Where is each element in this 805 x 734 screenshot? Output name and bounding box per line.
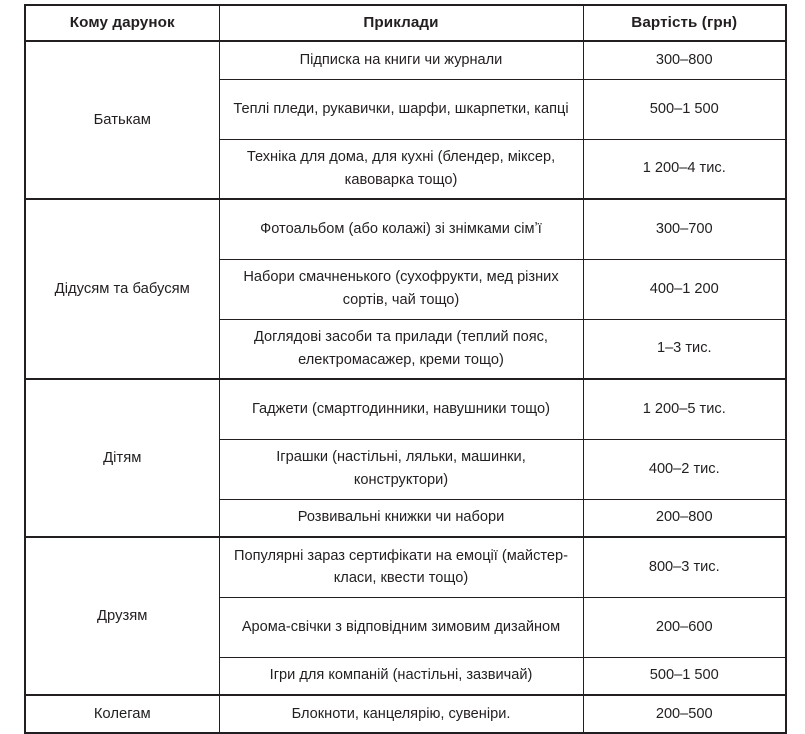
table-body	[25, 41, 786, 733]
recipient-cell: Друзям	[25, 537, 219, 695]
example-cell: Теплі пледи, рукавички, шарфи, шкарпетки, капці	[219, 79, 583, 139]
cost-cell: 1 200–4 тис.	[583, 139, 786, 199]
example-cell: Іграшки (настільні, ляльки, машинки, конструктори)	[219, 439, 583, 499]
cost-cell: 500–1 500	[583, 79, 786, 139]
header-row	[25, 5, 786, 41]
column-header-who: Кому дарунок	[25, 5, 219, 41]
cost-cell: 200–800	[583, 499, 786, 537]
recipient-cell: Колегам	[25, 695, 219, 733]
recipient-cell: Батькам	[25, 41, 219, 199]
example-cell: Блокноти, канцелярію, сувеніри.	[219, 695, 583, 733]
table-header	[25, 5, 786, 41]
table-row	[25, 695, 786, 733]
table-row	[25, 537, 786, 597]
example-cell: Підписка на книги чи журнали	[219, 41, 583, 79]
example-cell: Набори смачненького (сухофрукти, мед різних сортів, чай тощо)	[219, 259, 583, 319]
column-header-examples: Приклади	[219, 5, 583, 41]
example-cell: Ігри для компаній (настільні, зазвичай)	[219, 657, 583, 695]
example-cell: Розвивальні книжки чи набори	[219, 499, 583, 537]
cost-cell: 200–600	[583, 597, 786, 657]
cost-cell: 300–800	[583, 41, 786, 79]
cost-cell: 1–3 тис.	[583, 319, 786, 379]
cost-cell: 500–1 500	[583, 657, 786, 695]
cost-cell: 400–2 тис.	[583, 439, 786, 499]
example-cell: Популярні зараз сертифікати на емоції (майстер-класи, квести тощо)	[219, 537, 583, 597]
example-cell: Арома-свічки з відповідним зимовим дизайном	[219, 597, 583, 657]
table-row	[25, 199, 786, 259]
cost-cell: 200–500	[583, 695, 786, 733]
recipient-cell: Дітям	[25, 379, 219, 537]
example-cell: Техніка для дома, для кухні (блендер, міксер, кавоварка тощо)	[219, 139, 583, 199]
example-cell: Фотоальбом (або колажі) зі знімками сімʼї	[219, 199, 583, 259]
cost-cell: 800–3 тис.	[583, 537, 786, 597]
cost-cell: 400–1 200	[583, 259, 786, 319]
gift-ideas-table	[24, 4, 787, 734]
cost-cell: 1 200–5 тис.	[583, 379, 786, 439]
column-header-cost: Вартість (грн)	[583, 5, 786, 41]
table-row	[25, 41, 786, 79]
example-cell: Гаджети (смартгодинники, навушники тощо)	[219, 379, 583, 439]
table-row	[25, 379, 786, 439]
recipient-cell: Дідусям та бабусям	[25, 199, 219, 379]
example-cell: Доглядові засоби та прилади (теплий пояс, електромасажер, креми тощо)	[219, 319, 583, 379]
cost-cell: 300–700	[583, 199, 786, 259]
